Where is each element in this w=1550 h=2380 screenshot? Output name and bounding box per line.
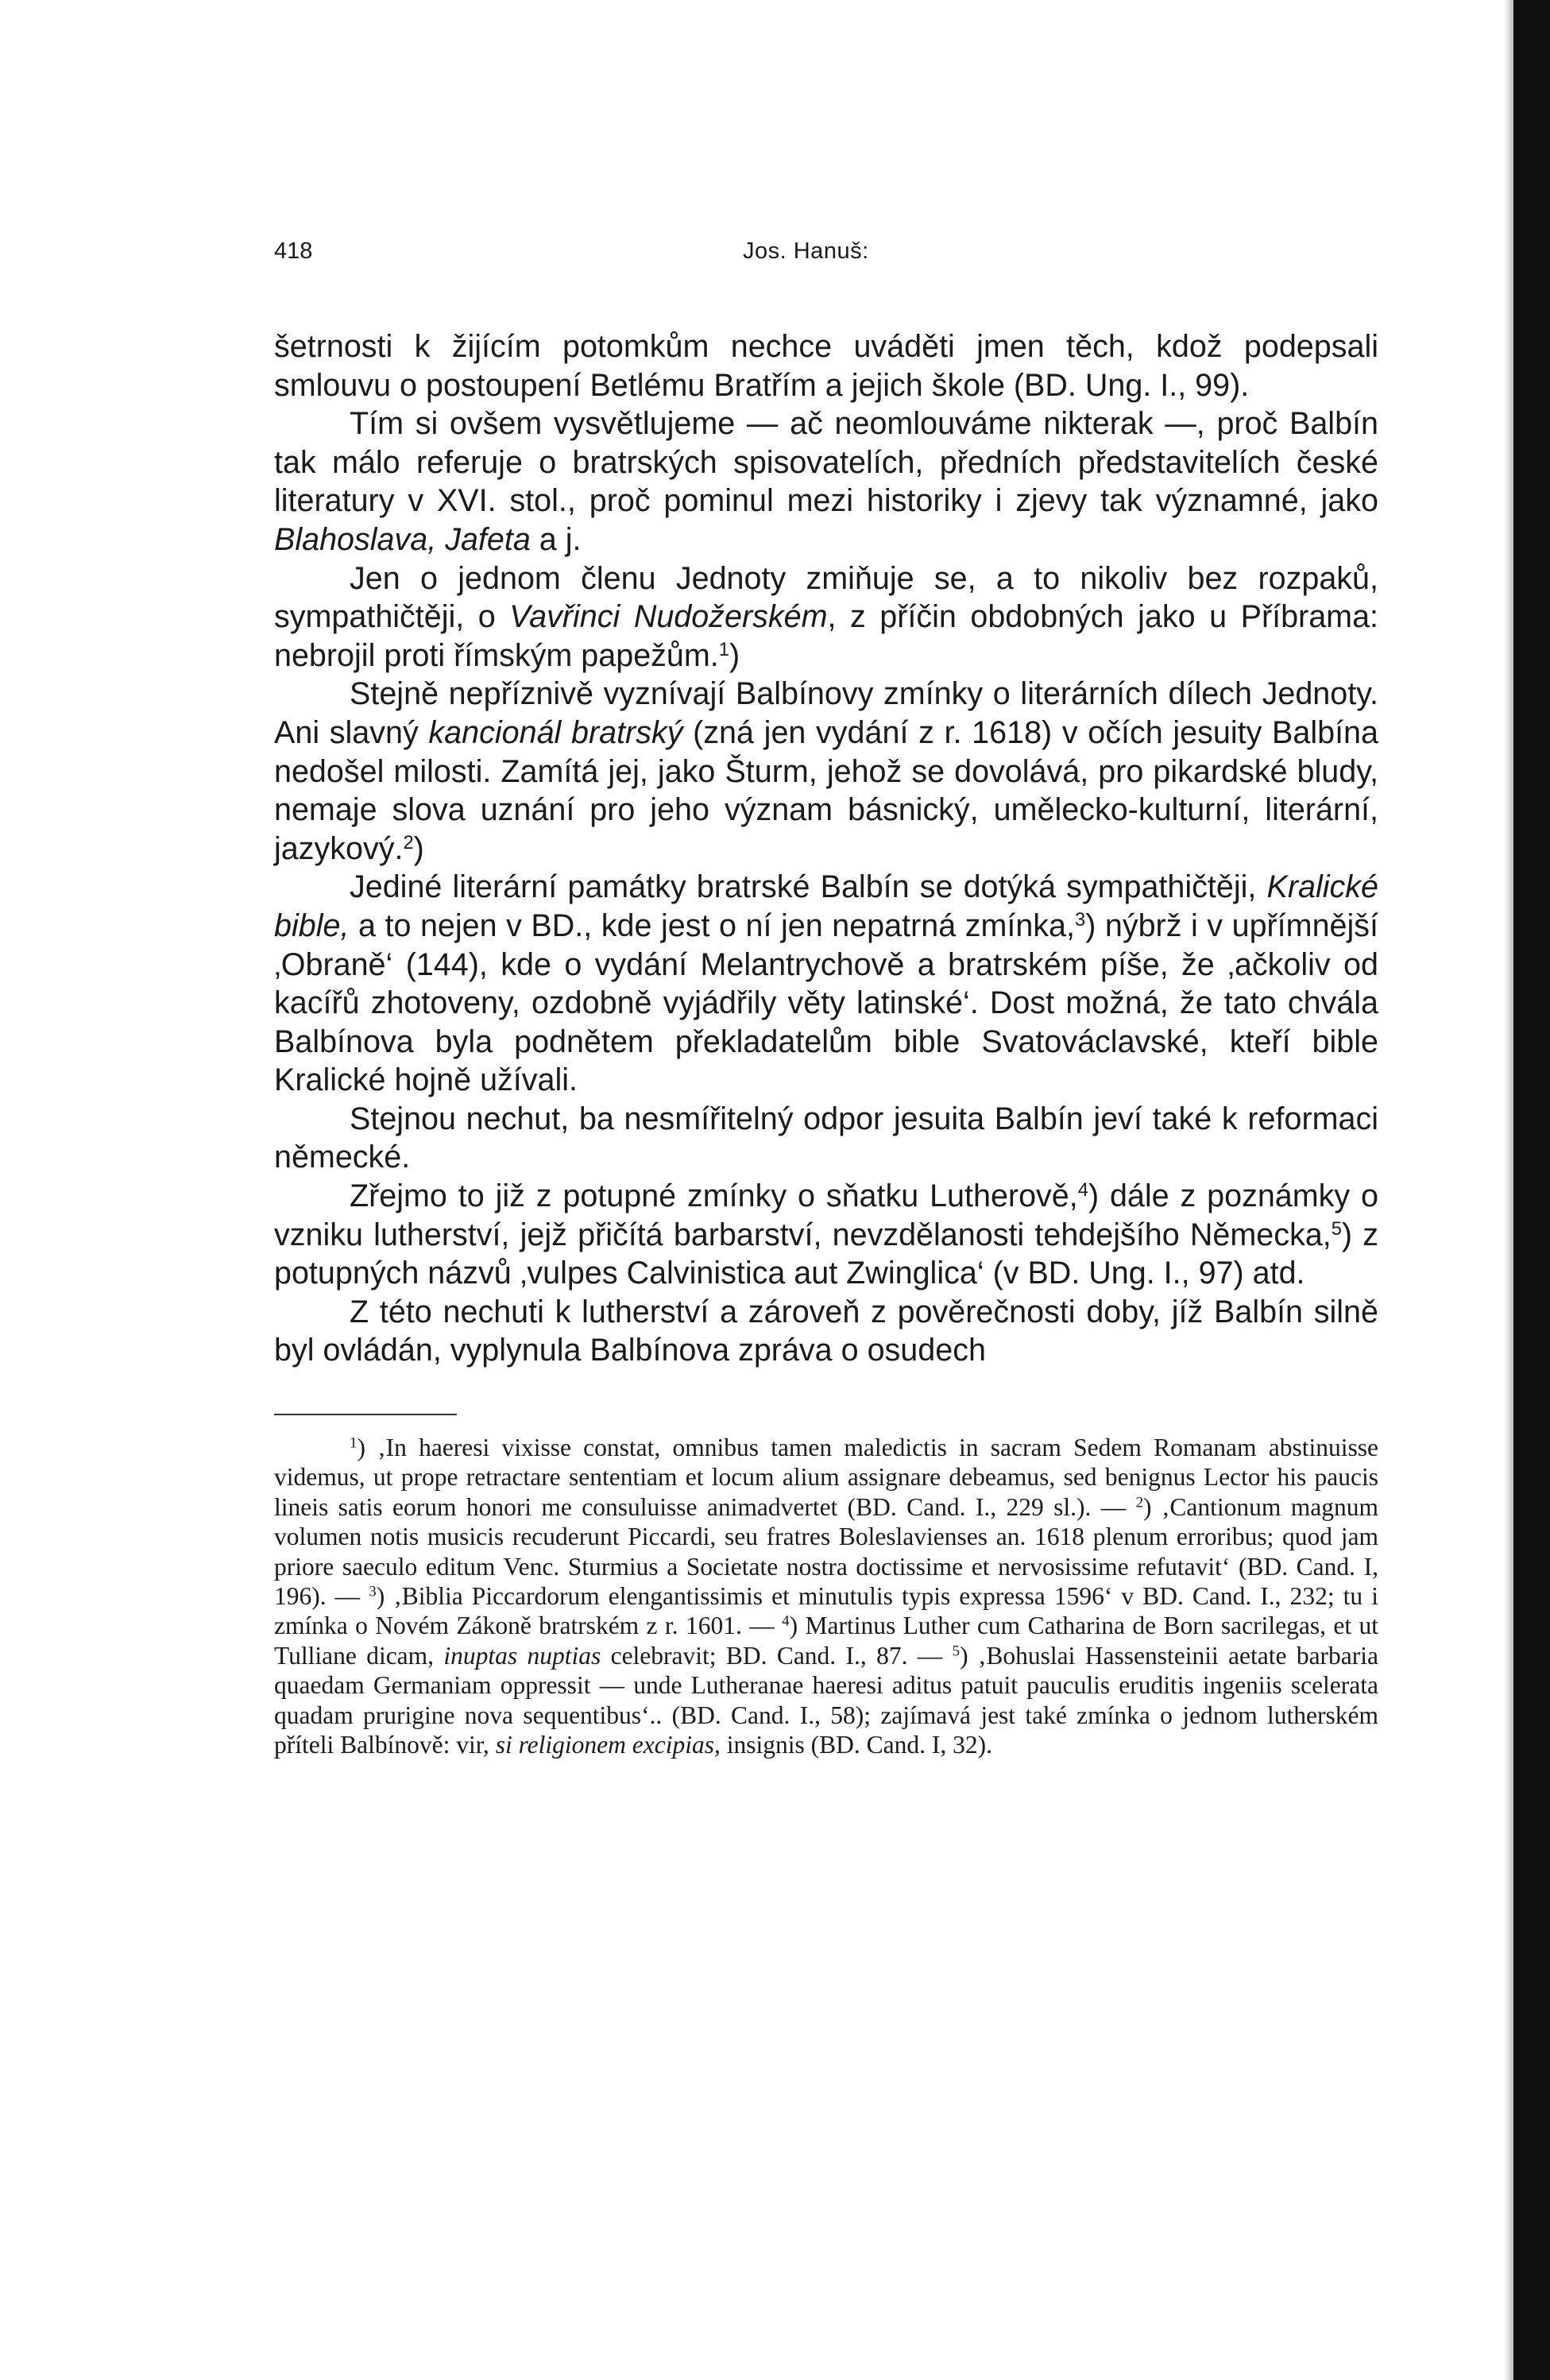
paragraph: Z této nechuti k lutherství a zároveň z pověrečnosti doby, jíž Balbín silně byl ovládán, vyplynula Balbínova zpráva o osudech — [274, 1294, 1378, 1368]
italic-title: kancionál bratrský — [428, 714, 683, 750]
page-edge-shadow — [1504, 0, 1513, 2380]
footnote-ref: 5 — [1331, 1218, 1342, 1240]
running-title: Jos. Hanuš: — [743, 238, 869, 264]
footnote-mark: 3 — [369, 1583, 377, 1600]
italic-name: Vavřinci Nudožerském — [509, 599, 828, 635]
footnote-ref: 3 — [1075, 909, 1086, 931]
footnote-mark: 4 — [782, 1613, 790, 1631]
paragraph: Zřejmo to již z potupné zmínky o sňatku Lutherově,$^4$) dále z poznámky o vzniku lutherství, jejž přičítá barbarství, nevzdělanosti tehdejšího Německa,$^5$) z potupných názvů ‚vulpes Calvinistica aut Zwinglica‘ (v BD. Ung. I., 97) atd. — [274, 1178, 1378, 1291]
book-page — [274, 238, 1378, 1760]
page-number: 418 — [274, 238, 313, 264]
scan-border — [1513, 0, 1550, 2380]
italic-name: Blahoslava, — [274, 521, 437, 557]
footnote-mark: 2 — [1135, 1494, 1144, 1511]
body-text — [274, 327, 1378, 1370]
footnote-block: $^1$) ‚In haeresi vixisse constat, omnibus tamen maledictis in sacram Sedem Romanam abstinuisse videmus, ut prope retractare sententiam et locum alium assignare debeamus, sed benignus Lector his paucis lineis satis eorum honori me consuluisse animadvertet (BD. Cand. I., 229 sl.). — $^2$) ‚Cantionum magnum volumen notis musicis recuderunt Piccardi, seu fratres Boleslavienses an. 1618 plenum erroribus; quod jam priore saeculo editum Venc. Sturmius a Societate nostra doctissime et nervosissime refutavit‘ (BD. Cand. I, 196). — $^3$) ‚Biblia Piccardorum elengantissimis et minutulis typis expressa 1596‘ v BD. Cand. I., 232; tu i zmínka o Novém Zákoně bratrském z r. 1601. — $^4$) Martinus Luther cum Catharina de Born sacrilegas, et ut Tulliane dicam, inuptas nuptias celebravit; BD. Cand. I., 87. — $^5$) ‚Bohuslai Hassensteinii aetate barbaria quaedam Germaniam oppressit — unde Lutheranae haeresi aditus patuit pauculis eruditis ingeniis scelerata quadam prurigine nova sequentibus‘.. (BD. Cand. I., 58); zajímavá jest také zmínka o jednom lutherském příteli Balbínově: vir, si religionem excipias, insignis (BD. Cand. I, 32). — [274, 1434, 1379, 1759]
paragraph: Tím si ovšem vysvětlujeme — ač neomlouváme nikterak —, proč Balbín tak málo referuje o bratrských spisovatelích, předních představitelích české literatury v XVI. stol., proč pominul mezi historiky i zjevy tak významné, jako Blahoslava, Jafeta a j. — [274, 406, 1378, 557]
paragraph: Stejně nepříznivě vyznívají Balbínovy zmínky o literárních dílech Jednoty. Ani slavný kancionál bratrský (zná jen vydání z r. 1618) v očích jesuity Balbína nedošel milosti. Zamítá jej, jako Šturm, jehož se dovolává, pro pikardské bludy, nemaje slova uznání pro jeho význam básnický, umělecko-kulturní, literární, jazykový.$^2$) — [274, 676, 1378, 866]
italic-phrase: inuptas nuptias — [443, 1641, 601, 1670]
italic-title: Kralické bible, — [274, 869, 1378, 943]
footnote-ref: 1 — [718, 639, 729, 660]
footnote-mark: 5 — [952, 1643, 961, 1660]
footnote-separator — [274, 1414, 457, 1415]
paragraph: Stejnou nechut, ba nesmířitelný odpor jesuita Balbín jeví také k reformaci německé. — [274, 1101, 1378, 1175]
paragraph: Jen o jednom členu Jednoty zmiňuje se, a to nikoliv bez rozpaků, sympathičtěji, o Vavřinci Nudožerském, z příčin obdobných jako u Příbrama: nebrojil proti římským papežům.$^1$) — [274, 560, 1379, 673]
footnotes — [274, 1433, 1378, 1759]
paragraph: šetrnosti k žijícím potomkům nechce uváděti jmen těch, kdož podepsali smlouvu o postoupení Betlému Bratřím a jejich škole (BD. Ung. I., 99). — [274, 329, 1378, 403]
footnote-ref: 4 — [1077, 1180, 1088, 1202]
italic-phrase: si religionem excipias, — [495, 1731, 721, 1759]
footnote-ref: 2 — [403, 832, 414, 853]
running-header — [274, 238, 1378, 286]
italic-name: Jafeta — [445, 521, 531, 557]
footnote-mark: 1 — [350, 1434, 358, 1452]
paragraph: Jediné literární památky bratrské Balbín se dotýká sympathičtěji, Kralické bible, a to nejen v BD., kde jest o ní jen nepatrná zmínka,$^3$) nýbrž i v upřímnější ‚Obraně‘ (144), kde o vydání Melantrychově a bratrském píše, že ‚ačkoliv od kacířů zhotoveny, ozdobně vyjádřily věty latinské‘. Dost možná, že tato chvála Balbínova byla podnětem překladatelům bible Svatováclavské, kteří bible Kralické hojně užívali. — [274, 869, 1379, 1098]
